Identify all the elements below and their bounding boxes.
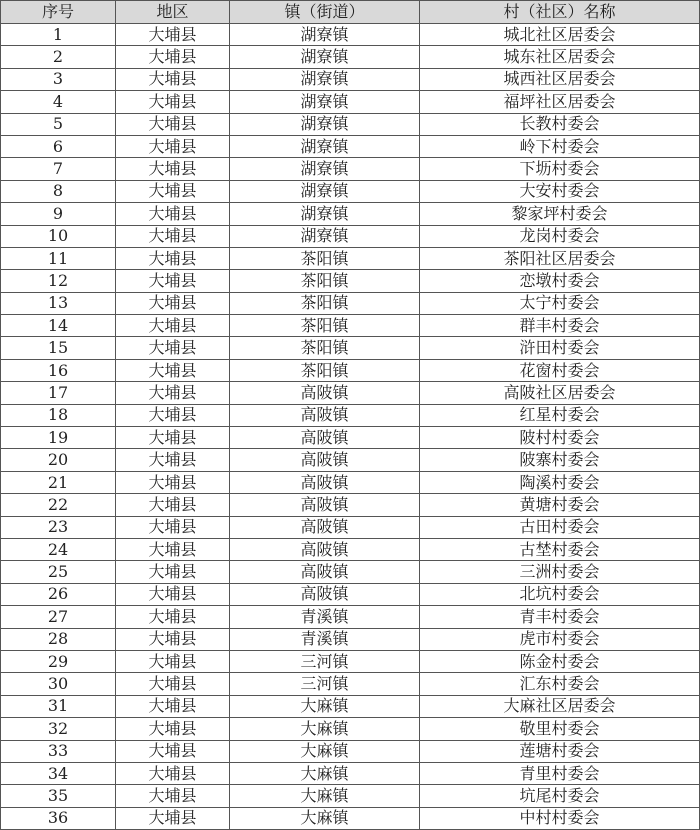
cell-town: 高陂镇: [230, 494, 420, 516]
cell-village-name: 古埜村委会: [420, 538, 700, 560]
cell-index: 23: [1, 516, 116, 538]
cell-town: 湖寮镇: [230, 68, 420, 90]
cell-town: 大麻镇: [230, 762, 420, 784]
cell-village-name: 汇东村委会: [420, 673, 700, 695]
cell-town: 高陂镇: [230, 538, 420, 560]
cell-town: 高陂镇: [230, 449, 420, 471]
table-row: [1, 404, 700, 426]
table-row: [1, 695, 700, 717]
cell-index: 4: [1, 91, 116, 113]
cell-region: 大埔县: [116, 292, 230, 314]
cell-index: 34: [1, 762, 116, 784]
table-row: [1, 494, 700, 516]
table-row: [1, 135, 700, 157]
cell-village-name: 群丰村委会: [420, 315, 700, 337]
table-row: [1, 158, 700, 180]
table-row: [1, 292, 700, 314]
cell-index: 33: [1, 740, 116, 762]
table-row: [1, 449, 700, 471]
cell-index: 28: [1, 628, 116, 650]
cell-town: 青溪镇: [230, 628, 420, 650]
cell-town: 湖寮镇: [230, 46, 420, 68]
cell-index: 24: [1, 538, 116, 560]
cell-village-name: 大安村委会: [420, 180, 700, 202]
cell-town: 高陂镇: [230, 404, 420, 426]
cell-index: 16: [1, 359, 116, 381]
table-row: [1, 628, 700, 650]
table-row: [1, 538, 700, 560]
table-row: [1, 762, 700, 784]
cell-village-name: 城东社区居委会: [420, 46, 700, 68]
cell-region: 大埔县: [116, 628, 230, 650]
cell-town: 湖寮镇: [230, 158, 420, 180]
cell-index: 8: [1, 180, 116, 202]
table-row: [1, 247, 700, 269]
cell-region: 大埔县: [116, 785, 230, 807]
cell-region: 大埔县: [116, 449, 230, 471]
cell-index: 13: [1, 292, 116, 314]
cell-village-name: 古田村委会: [420, 516, 700, 538]
cell-village-name: 恋墩村委会: [420, 270, 700, 292]
cell-region: 大埔县: [116, 718, 230, 740]
cell-town: 茶阳镇: [230, 359, 420, 381]
table-row: [1, 516, 700, 538]
table-row: [1, 68, 700, 90]
table-row: [1, 382, 700, 404]
cell-region: 大埔县: [116, 270, 230, 292]
cell-town: 茶阳镇: [230, 247, 420, 269]
cell-region: 大埔县: [116, 180, 230, 202]
table-row: [1, 359, 700, 381]
cell-index: 31: [1, 695, 116, 717]
cell-town: 大麻镇: [230, 785, 420, 807]
table-row: [1, 91, 700, 113]
cell-index: 26: [1, 583, 116, 605]
table-row: [1, 785, 700, 807]
cell-region: 大埔县: [116, 538, 230, 560]
cell-town: 湖寮镇: [230, 91, 420, 113]
cell-region: 大埔县: [116, 46, 230, 68]
header-row: [1, 1, 700, 24]
cell-village-name: 大麻社区居委会: [420, 695, 700, 717]
cell-region: 大埔县: [116, 404, 230, 426]
cell-village-name: 城北社区居委会: [420, 24, 700, 46]
cell-index: 12: [1, 270, 116, 292]
cell-index: 22: [1, 494, 116, 516]
cell-town: 湖寮镇: [230, 180, 420, 202]
cell-town: 三河镇: [230, 673, 420, 695]
cell-index: 35: [1, 785, 116, 807]
cell-town: 湖寮镇: [230, 203, 420, 225]
cell-village-name: 陂寨村委会: [420, 449, 700, 471]
cell-village-name: 茶阳社区居委会: [420, 247, 700, 269]
cell-index: 19: [1, 427, 116, 449]
table-row: [1, 606, 700, 628]
cell-index: 27: [1, 606, 116, 628]
cell-village-name: 太宁村委会: [420, 292, 700, 314]
cell-village-name: 青里村委会: [420, 762, 700, 784]
cell-region: 大埔县: [116, 650, 230, 672]
cell-region: 大埔县: [116, 427, 230, 449]
cell-region: 大埔县: [116, 471, 230, 493]
header-town: 镇（街道）: [230, 1, 420, 24]
cell-town: 茶阳镇: [230, 270, 420, 292]
cell-town: 湖寮镇: [230, 225, 420, 247]
cell-region: 大埔县: [116, 113, 230, 135]
cell-town: 大麻镇: [230, 740, 420, 762]
cell-index: 6: [1, 135, 116, 157]
cell-index: 15: [1, 337, 116, 359]
header-index: 序号: [1, 1, 116, 24]
cell-village-name: 虎市村委会: [420, 628, 700, 650]
cell-index: 2: [1, 46, 116, 68]
cell-village-name: 陂村村委会: [420, 427, 700, 449]
cell-region: 大埔县: [116, 673, 230, 695]
cell-region: 大埔县: [116, 91, 230, 113]
cell-village-name: 莲塘村委会: [420, 740, 700, 762]
cell-village-name: 黄塘村委会: [420, 494, 700, 516]
table-row: [1, 225, 700, 247]
cell-town: 高陂镇: [230, 471, 420, 493]
cell-town: 高陂镇: [230, 516, 420, 538]
cell-town: 湖寮镇: [230, 24, 420, 46]
cell-region: 大埔县: [116, 68, 230, 90]
cell-index: 9: [1, 203, 116, 225]
cell-region: 大埔县: [116, 24, 230, 46]
table-row: [1, 718, 700, 740]
cell-town: 茶阳镇: [230, 337, 420, 359]
cell-town: 青溪镇: [230, 606, 420, 628]
cell-town: 茶阳镇: [230, 292, 420, 314]
cell-region: 大埔县: [116, 695, 230, 717]
table-row: [1, 807, 700, 829]
cell-region: 大埔县: [116, 225, 230, 247]
cell-region: 大埔县: [116, 382, 230, 404]
cell-region: 大埔县: [116, 315, 230, 337]
cell-town: 高陂镇: [230, 382, 420, 404]
table-row: [1, 180, 700, 202]
cell-region: 大埔县: [116, 203, 230, 225]
cell-town: 湖寮镇: [230, 135, 420, 157]
table-body: [1, 24, 700, 830]
cell-town: 大麻镇: [230, 695, 420, 717]
header-village-name: 村（社区）名称: [420, 1, 700, 24]
cell-town: 三河镇: [230, 650, 420, 672]
cell-village-name: 浒田村委会: [420, 337, 700, 359]
table-row: [1, 650, 700, 672]
cell-index: 29: [1, 650, 116, 672]
cell-village-name: 敬里村委会: [420, 718, 700, 740]
table-row: [1, 427, 700, 449]
cell-village-name: 北坑村委会: [420, 583, 700, 605]
cell-index: 32: [1, 718, 116, 740]
cell-village-name: 坑尾村委会: [420, 785, 700, 807]
cell-index: 18: [1, 404, 116, 426]
cell-index: 25: [1, 561, 116, 583]
cell-index: 3: [1, 68, 116, 90]
cell-region: 大埔县: [116, 516, 230, 538]
table-row: [1, 203, 700, 225]
cell-index: 1: [1, 24, 116, 46]
header-region: 地区: [116, 1, 230, 24]
table-row: [1, 315, 700, 337]
cell-town: 高陂镇: [230, 583, 420, 605]
cell-village-name: 黎家坪村委会: [420, 203, 700, 225]
cell-village-name: 陶溪村委会: [420, 471, 700, 493]
cell-region: 大埔县: [116, 807, 230, 829]
cell-village-name: 福坪社区居委会: [420, 91, 700, 113]
table-row: [1, 471, 700, 493]
cell-index: 17: [1, 382, 116, 404]
cell-index: 14: [1, 315, 116, 337]
cell-village-name: 城西社区居委会: [420, 68, 700, 90]
cell-index: 5: [1, 113, 116, 135]
table-row: [1, 583, 700, 605]
cell-index: 11: [1, 247, 116, 269]
cell-village-name: 青丰村委会: [420, 606, 700, 628]
cell-region: 大埔县: [116, 740, 230, 762]
cell-village-name: 花窗村委会: [420, 359, 700, 381]
cell-town: 高陂镇: [230, 561, 420, 583]
table-row: [1, 270, 700, 292]
cell-region: 大埔县: [116, 158, 230, 180]
table-row: [1, 46, 700, 68]
cell-village-name: 中村村委会: [420, 807, 700, 829]
cell-region: 大埔县: [116, 606, 230, 628]
cell-town: 大麻镇: [230, 718, 420, 740]
table-row: [1, 337, 700, 359]
cell-region: 大埔县: [116, 762, 230, 784]
table-row: [1, 561, 700, 583]
cell-town: 茶阳镇: [230, 315, 420, 337]
cell-village-name: 红星村委会: [420, 404, 700, 426]
cell-town: 大麻镇: [230, 807, 420, 829]
cell-region: 大埔县: [116, 247, 230, 269]
table-header: [1, 1, 700, 24]
cell-index: 20: [1, 449, 116, 471]
cell-index: 7: [1, 158, 116, 180]
cell-village-name: 高陂社区居委会: [420, 382, 700, 404]
table-row: [1, 673, 700, 695]
cell-index: 30: [1, 673, 116, 695]
cell-index: 21: [1, 471, 116, 493]
cell-village-name: 三洲村委会: [420, 561, 700, 583]
cell-town: 湖寮镇: [230, 113, 420, 135]
cell-village-name: 长教村委会: [420, 113, 700, 135]
table-row: [1, 24, 700, 46]
cell-region: 大埔县: [116, 359, 230, 381]
cell-region: 大埔县: [116, 561, 230, 583]
cell-region: 大埔县: [116, 135, 230, 157]
cell-village-name: 陈金村委会: [420, 650, 700, 672]
cell-village-name: 岭下村委会: [420, 135, 700, 157]
cell-region: 大埔县: [116, 583, 230, 605]
table-row: [1, 740, 700, 762]
cell-town: 高陂镇: [230, 427, 420, 449]
cell-village-name: 龙岗村委会: [420, 225, 700, 247]
cell-region: 大埔县: [116, 337, 230, 359]
cell-village-name: 下坜村委会: [420, 158, 700, 180]
cell-index: 36: [1, 807, 116, 829]
cell-region: 大埔县: [116, 494, 230, 516]
cell-index: 10: [1, 225, 116, 247]
table-row: [1, 113, 700, 135]
